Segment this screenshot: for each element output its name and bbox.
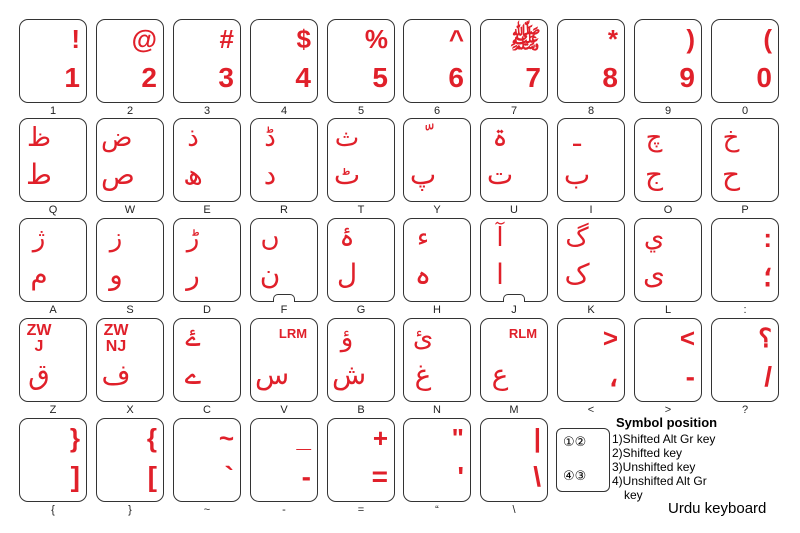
key-symbol: 8 [602, 62, 618, 93]
key-symbol: گ [565, 223, 589, 253]
keycap-k4 [327, 19, 395, 103]
key-symbol: [ [147, 461, 157, 492]
keycap-k42 [173, 418, 241, 502]
key-symbol: ع [491, 358, 509, 391]
key-symbol: ت [486, 158, 514, 191]
key-label: : [743, 304, 747, 316]
key-label: 9 [664, 105, 672, 117]
key-symbol: % [364, 24, 388, 54]
keycap-k37 [557, 318, 625, 402]
keycap-k32 [173, 318, 241, 402]
keycap-k33 [250, 318, 318, 402]
key-label: ~ [203, 504, 211, 516]
key-label: Z [49, 404, 57, 416]
marker-top: ①② [563, 435, 587, 450]
key-symbol: ح [721, 158, 741, 191]
key-label: 8 [587, 105, 595, 117]
key-symbol: ۂ [339, 223, 355, 253]
key-symbol: ي [643, 223, 665, 253]
keycap-k35 [403, 318, 471, 402]
key-symbol: ے [184, 358, 202, 391]
keycap-k19 [711, 118, 779, 202]
key-symbol: # [219, 24, 234, 54]
keycap-k3 [250, 19, 318, 103]
key-symbol: ( [763, 24, 772, 54]
key-symbol: : [763, 223, 772, 253]
key-label: 1 [49, 105, 57, 117]
key-symbol: < [679, 323, 695, 353]
home-row-notch [503, 294, 525, 302]
key-symbol: ـ [573, 123, 581, 153]
key-label: X [126, 404, 134, 416]
keycap-k9 [711, 19, 779, 103]
key-label: ? [741, 404, 749, 416]
key-symbol: س [255, 358, 290, 391]
key-label: W [124, 204, 136, 216]
key-symbol: ڑ [186, 223, 200, 253]
key-symbol: ؛ [763, 261, 772, 292]
key-label: S [126, 304, 134, 316]
key-label: - [282, 504, 286, 516]
keycap-k15 [403, 118, 471, 202]
key-symbol: ض [101, 123, 133, 153]
key-symbol: ن [259, 258, 281, 291]
key-label: J [511, 304, 517, 316]
key-symbol: ہ [414, 258, 432, 291]
keycap-k21 [96, 218, 164, 302]
key-symbol [408, 125, 438, 151]
key-symbol: | [533, 423, 541, 453]
key-label: = [357, 504, 365, 516]
key-label: } [128, 504, 132, 516]
key-symbol: ا [496, 258, 504, 291]
key-label: 2 [126, 105, 134, 117]
key-symbol: / [764, 361, 772, 392]
keycap-k25 [403, 218, 471, 302]
key-label: 0 [741, 105, 749, 117]
key-symbol: خ [722, 123, 740, 153]
keycap-k36 [480, 318, 548, 402]
key-label: B [357, 404, 365, 416]
key-label: D [203, 304, 211, 316]
key-symbol: ظ [26, 123, 52, 153]
key-symbol: - [301, 461, 311, 492]
key-label: 5 [357, 105, 365, 117]
key-symbol: 0 [756, 62, 772, 93]
key-symbol: $ [296, 24, 311, 54]
key-label: H [433, 304, 441, 316]
key-label: U [510, 204, 518, 216]
key-symbol: 3 [218, 62, 234, 93]
key-label: T [357, 204, 365, 216]
key-symbol: ب [563, 158, 591, 191]
key-symbol: ل [336, 258, 358, 291]
key-symbol: ف [101, 358, 131, 391]
keycap-k13 [250, 118, 318, 202]
keycap-k28 [634, 218, 702, 302]
key-symbol: LRM [278, 326, 308, 341]
key-symbol: ؟ [758, 323, 772, 353]
key-label: M [509, 404, 519, 416]
legend-item-4-cont: key [624, 488, 643, 502]
key-symbol: ئ [412, 323, 434, 353]
key-label: K [587, 304, 595, 316]
key-symbol: + [372, 423, 388, 453]
key-label: 4 [280, 105, 288, 117]
key-symbol: { [146, 423, 157, 453]
legend-item-3: 3)Unshifted key [612, 460, 696, 474]
key-label: E [203, 204, 211, 216]
keycap-k14 [327, 118, 395, 202]
key-symbol: = [371, 461, 388, 492]
keycap-k38 [634, 318, 702, 402]
key-symbol: ZW J [26, 322, 52, 355]
key-symbol: ' [457, 461, 464, 492]
key-label: F [280, 304, 288, 316]
keycap-k12 [173, 118, 241, 202]
keycap-k11 [96, 118, 164, 202]
keycap-k24 [327, 218, 395, 302]
legend-title: Symbol position [616, 415, 718, 430]
key-label: L [664, 304, 672, 316]
key-symbol: و [109, 258, 123, 291]
key-label: A [49, 304, 57, 316]
keycap-k30 [19, 318, 87, 402]
key-label: < [587, 404, 595, 416]
key-symbol: ژ [32, 223, 46, 253]
key-symbol: ھ [183, 158, 203, 191]
key-symbol: ۓ [185, 323, 201, 353]
keycap-k39 [711, 318, 779, 402]
keycap-k40 [19, 418, 87, 502]
key-label: P [741, 204, 749, 216]
keycap-k45 [403, 418, 471, 502]
key-symbol: پ [409, 158, 437, 191]
keycap-k8 [634, 19, 702, 103]
key-symbol: @ [131, 24, 157, 54]
key-label: { [51, 504, 55, 516]
keycap-k16 [480, 118, 548, 202]
keycap-k17 [557, 118, 625, 202]
key-label: \ [512, 504, 516, 516]
key-symbol: ZW NJ [103, 322, 129, 355]
key-symbol: } [69, 423, 80, 453]
key-label: “ [435, 504, 439, 516]
key-label: I [589, 204, 593, 216]
key-symbol: 2 [141, 62, 157, 93]
keycap-k22 [173, 218, 241, 302]
key-symbol: ، [608, 361, 618, 392]
key-symbol: ڈ [264, 123, 276, 153]
key-label: O [663, 204, 673, 216]
keycap-k34 [327, 318, 395, 402]
key-symbol: - [685, 361, 695, 392]
key-symbol: ء [416, 223, 430, 253]
legend-item-2: 2)Shifted key [612, 446, 683, 460]
key-symbol: ز [109, 223, 123, 253]
key-label: C [203, 404, 211, 416]
key-symbol: ~ [218, 423, 234, 453]
key-label: Y [433, 204, 441, 216]
key-symbol: ] [70, 461, 80, 492]
key-symbol: * [607, 24, 618, 54]
key-symbol: غ [414, 358, 432, 391]
key-symbol: ث [334, 123, 360, 153]
key-symbol: ک [564, 258, 590, 291]
key-label: R [280, 204, 288, 216]
keycap-k41 [96, 418, 164, 502]
key-symbol: ۃ [492, 123, 508, 153]
keycap-k29 [711, 218, 779, 302]
key-symbol: ی [643, 258, 665, 291]
key-symbol: ط [26, 158, 52, 191]
marker-bottom: ④③ [563, 469, 587, 484]
key-symbol: ^ [448, 24, 464, 54]
legend-item-4: 4)Unshifted Alt Gr [612, 474, 707, 488]
key-label: > [664, 404, 672, 416]
keyboard-caption: Urdu keyboard [668, 500, 767, 517]
key-label: 6 [433, 105, 441, 117]
key-label: Q [48, 204, 58, 216]
key-symbol: ق [28, 358, 50, 391]
key-symbol: 5 [372, 62, 388, 93]
keycap-k6 [480, 19, 548, 103]
key-symbol: ص [101, 158, 135, 191]
keycap-k20 [19, 218, 87, 302]
key-symbol: ں [260, 223, 280, 253]
key-symbol: ذ [187, 123, 199, 153]
key-symbol: د [263, 158, 277, 191]
key-symbol: ش [332, 358, 367, 391]
keycap-k26 [480, 218, 548, 302]
key-label: 7 [510, 105, 518, 117]
key-symbol: 6 [448, 62, 464, 93]
keycap-k10 [19, 118, 87, 202]
keycap-k7 [557, 19, 625, 103]
key-symbol: ٹ [333, 158, 361, 191]
key-symbol: " [451, 423, 464, 453]
key-label: V [280, 404, 288, 416]
home-row-notch [273, 294, 295, 302]
key-symbol: 1 [64, 62, 80, 93]
key-symbol: RLM [508, 326, 538, 341]
key-label: G [356, 304, 366, 316]
key-symbol: 9 [679, 62, 695, 93]
key-symbol: آ [496, 223, 504, 253]
key-symbol: ! [71, 24, 80, 54]
key-symbol: ) [686, 24, 695, 54]
key-symbol: م [30, 258, 48, 291]
keycap-k1 [96, 19, 164, 103]
key-symbol: \ [533, 461, 541, 492]
keycap-k23 [250, 218, 318, 302]
key-symbol: ﷺ [509, 24, 541, 54]
key-symbol: ؤ [340, 323, 354, 353]
keycap-k44 [327, 418, 395, 502]
key-symbol: > [602, 323, 618, 353]
keycap-k0 [19, 19, 87, 103]
legend-item-1: 1)Shifted Alt Gr key [612, 432, 716, 446]
keycap-k31 [96, 318, 164, 402]
key-label: 3 [203, 105, 211, 117]
keycap-k2 [173, 19, 241, 103]
key-symbol: _ [296, 423, 311, 453]
key-symbol: 7 [525, 62, 541, 93]
symbol-position-marker [556, 428, 610, 492]
keycap-k27 [557, 218, 625, 302]
key-label: N [433, 404, 441, 416]
keycap-k5 [403, 19, 471, 103]
key-symbol: ` [224, 461, 234, 492]
keycap-k18 [634, 118, 702, 202]
key-symbol: ر [186, 258, 200, 291]
keycap-k43 [250, 418, 318, 502]
key-symbol: 4 [295, 62, 311, 93]
keycap-k46 [480, 418, 548, 502]
key-symbol: چ [645, 123, 663, 153]
key-symbol: ج [644, 158, 664, 191]
